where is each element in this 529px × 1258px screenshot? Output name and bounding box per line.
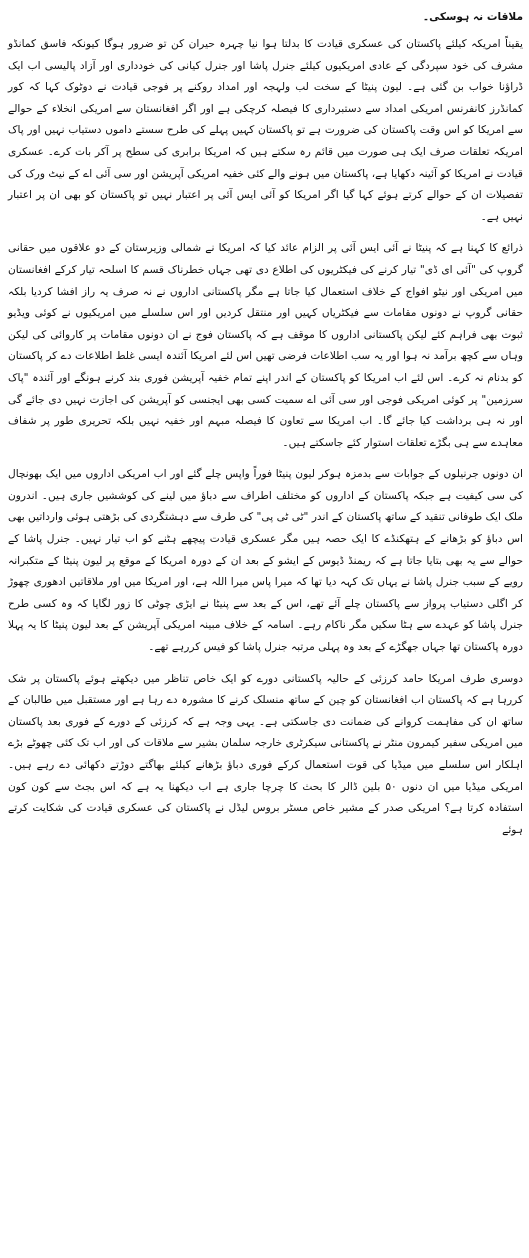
article-paragraph-2: ذرائع کا کہنا ہے کہ پنیٹا نے آئی ایس آئی پر الزام عائد کیا کہ امریکا نے شمالی وزیرستان کے دو علاقوں میں حقانی گروپ کی "آئی ای ڈی" تیار کرنے کی فیکٹریوں کی اطلاع دی تھی جہاں خطرناک قسم کا اسلحہ تیار کرکے افغانستان میں امریکی اور نیٹو افواج کے خلاف استعمال کیا جاتا ہے مگر پاکستانی اداروں نے نہ صرف یہ راز افشا کردیا بلکہ حقانی گروپ نے دونوں مقامات سے فیکٹریاں کہیں اور منتقل کردیں اور اس سلسلے میں امریکیوں نے کوئی ویڈیو ثبوت بھی فراہم کئے لیکن پاکستانی اداروں کا موقف ہے کہ پاکستان فوج نے ان دونوں مقامات پر کاروائی کی لیکن وہاں سے کچھ برآمد نہ ہوا اور یہ سب اطلاعات فرضی تھیں اس لئے امریکا آئندہ ایسی غلط اطلاعات دے کر پاکستان کو بدنام نہ کرے۔ اس لئے اب امریکا کو پاکستان کے اندر اپنے تمام خفیہ آپریشن فوری بند کرنے ہونگے اور آئندہ "پاک سرزمین" پر کوئی امریکی فوجی اور سی آئی اے سمیت کسی بھی ایجنسی کو آپریشن کی اجازت نہیں دی جائے گی اور نہ ہی برداشت کیا جائے گا۔ اب امریکا سے تعاون کا فیصلہ مبہم اور خفیہ نہیں بلکہ تحریری طور پر شفاف معاہدے سے ہی بگڑے تعلقات استوار کئے جاسکتے ہیں۔ bbox=[8, 242, 523, 449]
article-heading: ملاقات نہ ہوسکی۔ bbox=[422, 11, 523, 23]
article-paragraph-4: دوسری طرف امریکا حامد کرزئی کے حالیہ پاکستانی دورے کو ایک خاص تناظر میں دیکھتے ہوئے پاکستان پر شک کررہا ہے کہ پاکستان اب افغانستان کو چین کے ساتھ منسلک کرنے کا مشورہ دے رہا ہے اور مستقبل میں طالبان کے ساتھ ان کی مفاہمت کروانے کی ضمانت دی جاسکتی ہے۔ یہی وجہ ہے کہ کرزئی کے دورے کے فوری بعد پاکستان میں امریکی سفیر کیمرون منٹر نے پاکستانی سیکرٹری خارجہ سلمان بشیر سے ملاقات کی اور اب تک کئی چھوٹے بڑے اہلکار اس سلسلے میں میڈیا کی قوت استعمال کرکے فوری دباؤ بڑھانے کیلئے بھاگتے دوڑتے دکھائی دے رہے ہیں۔ امریکی میڈیا میں ان دنوں ۵۰ بلین ڈالر کا بحث کا چرچا جاری ہے اب دیکھنا یہ ہے کہ اس بجٹ سے کون کون استفادہ کرتا ہے؟ امریکی صدر کے مشیر خاص مسٹر بروس لیڈل نے پاکستان کی عسکری قیادت کی شکایت کرتے ہوئے bbox=[8, 672, 523, 836]
article-paragraph-1: یقیناً امریکہ کیلئے پاکستان کی عسکری قیادت کا بدلتا ہوا نیا چہرہ حیران کن تو ضرور ہوگا کیونکہ فاسق کمانڈو مشرف کی خود سپردگی کے عادی امریکیوں کیلئے جنرل پاشا اور جنرل کیانی کی خودداری اور آزاد پالیسی اب ایک ڈراؤنا خواب بن گئی ہے۔ لیون پنیٹا کے سخت لب ولہجہ اور امداد روکنے پر فوجی قیادت نے دوٹوک کہا کہ کور کمانڈرز کانفرنس امریکی امداد سے دستبرداری کا فیصلہ کرچکی ہے اور اگر افغانستان سے امریکی انخلاء کے حوالے سے امریکا کو اس وقت پاکستان کی ضرورت ہے تو پاکستان کہیں پہلے کی طرح سستے داموں دستیاب نہیں اور پاک امریکہ تعلقات صرف ایک ہی صورت میں قائم رہ سکتے ہیں کہ امریکا برابری کی سطح پر آکر بات کرے۔ عسکری قیادت نے امریکا کو آئینہ دکھایا ہے، پاکستان میں ہونے والے کئی خفیہ امریکی آپریشن اور سی آئی اے کے نیٹ ورک کی تفصیلات ان کے حوالے کرتے ہوئے کہا گیا اگر امریکا کو آئی ایس آئی پر اعتبار نہیں تو پاکستان کو بھی ان پر اعتبار نہیں ہے۔ bbox=[8, 38, 523, 223]
article-paragraph-3: ان دونوں جرنیلوں کے جوابات سے بدمزہ ہوکر لیون پنیٹا فوراً واپس چلے گئے اور اب امریکی اداروں میں ایک بھونچال کی سی کیفیت ہے جبکہ پاکستان کے اداروں کو مختلف اطراف سے دباؤ میں لینے کی کوششیں جاری ہیں۔ اندرون ملک ایک طوفانی تنقید کے ساتھ پاکستان کے اندر "ٹی ٹی پی" کی طرف سے دہشتگردی کی بڑھتی ہوئی وارداتیں بھی اس دباؤ کو بڑھانے کے ہتھکنڈے کا ایک حصہ ہیں مگر عسکری قیادت پیچھے ہٹنے کو اب تیار نہیں۔ جنرل پاشا کے حوالے سے یہ بھی بتایا جاتا ہے کہ ریمنڈ ڈیوس کے ایشو کے بعد ان کے دورہ امریکا کے موقع پر لیون پنیٹا کے متکبرانہ رویے کے سبب جنرل پاشا نے یہاں تک کہہ دیا تھا کہ میرا پاس میرا اللہ ہے، اور امریکا میں اور ملاقاتیں ادھوری چھوڑ کر اگلی دستیاب پرواز سے پاکستان چلے آئے تھے، اس کے بعد سے پنیٹا نے ایڑی چوٹی کا زور لگایا کہ وہ کسی طرح جنرل پاشا کو عہدے سے ہٹا سکیں مگر ناکام رہے۔ اسامہ کے خلاف مبینہ امریکی آپریشن کے بعد لیون پنیٹا کا یہ پہلا دورہ پاکستان تھا جہاں جھگڑے کے بعد وہ پہلی مرتبہ جنرل پاشا کو فیس کررہے تھے۔ bbox=[8, 468, 523, 654]
